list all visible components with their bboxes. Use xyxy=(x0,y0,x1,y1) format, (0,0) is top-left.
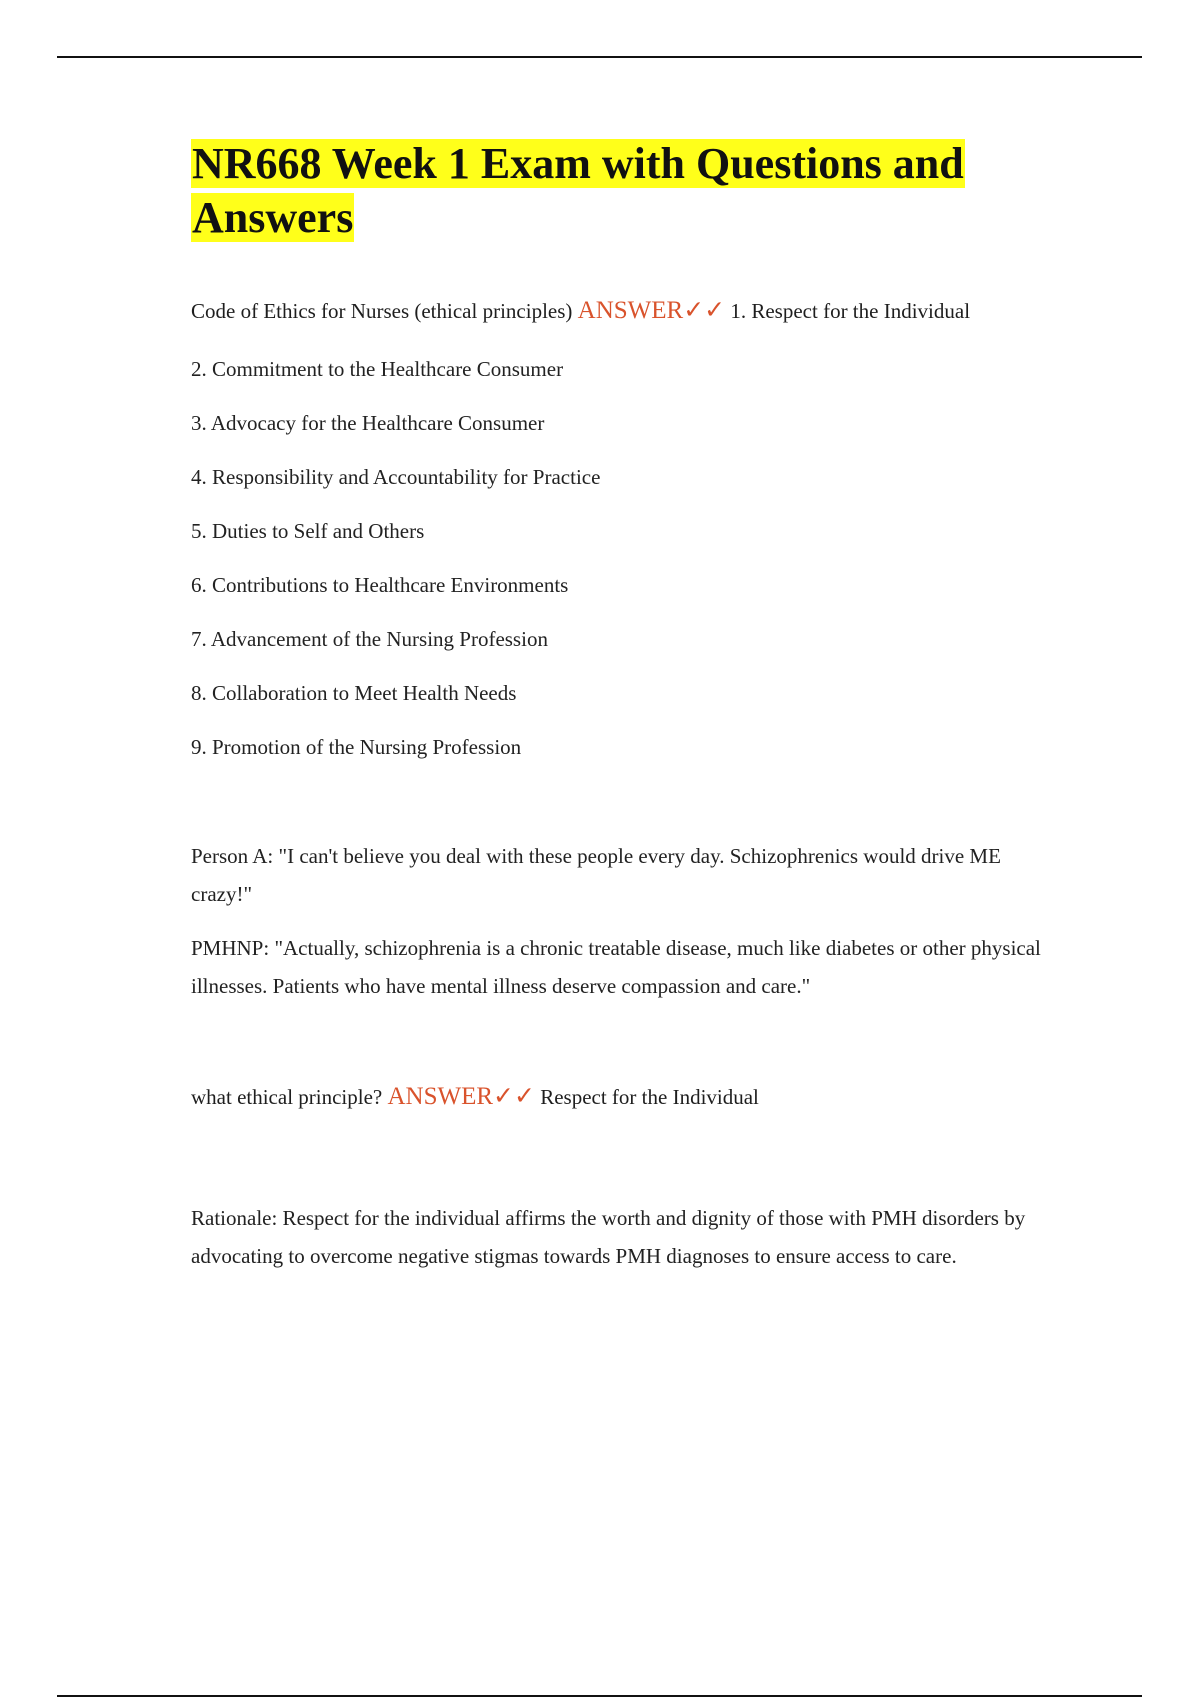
scenario-person-a: Person A: "I can't believe you deal with these people every day. Schizophrenics would drive ME crazy!" xyxy=(191,844,1001,906)
question-2-text: what ethical principle? xyxy=(191,1085,383,1109)
answer-label: ANSWER✓✓ xyxy=(577,297,726,324)
list-item: 3. Advocacy for the Healthcare Consumer xyxy=(191,411,545,435)
list-item: 6. Contributions to Healthcare Environments xyxy=(191,573,569,597)
rationale-text: Rationale: Respect for the individual affirms the worth and dignity of those with PMH disorders by advocating to overcome negative stigmas towards PMH diagnoses to ensure access to care. xyxy=(191,1206,1026,1268)
list-item: 7. Advancement of the Nursing Profession xyxy=(191,627,548,651)
document-body xyxy=(191,137,1051,1275)
question-1 xyxy=(191,297,1051,325)
list-item: 9. Promotion of the Nursing Profession xyxy=(191,735,522,759)
document-title: NR668 Week 1 Exam with Questions and Answers xyxy=(192,139,964,242)
answer-label: ANSWER✓✓ xyxy=(387,1083,535,1110)
list-item: 5. Duties to Self and Others xyxy=(191,519,425,543)
ethics-principles-list xyxy=(191,355,1051,761)
question-2 xyxy=(191,1083,1051,1111)
scenario-pmhnp: PMHNP: "Actually, schizophrenia is a chronic treatable disease, much like diabetes or other physical illnesses. Patients who have mental illness deserve compassion and care." xyxy=(191,936,1041,998)
answer-1-first: 1. Respect for the Individual xyxy=(730,299,971,323)
answer-2-text: Respect for the Individual xyxy=(540,1085,759,1109)
top-rule xyxy=(57,56,1142,58)
list-item: 8. Collaboration to Meet Health Needs xyxy=(191,681,517,705)
question-1-text: Code of Ethics for Nurses (ethical principles) xyxy=(191,299,573,323)
bottom-rule xyxy=(57,1695,1142,1697)
list-item: 2. Commitment to the Healthcare Consumer xyxy=(191,357,564,381)
list-item: 4. Responsibility and Accountability for Practice xyxy=(191,465,601,489)
